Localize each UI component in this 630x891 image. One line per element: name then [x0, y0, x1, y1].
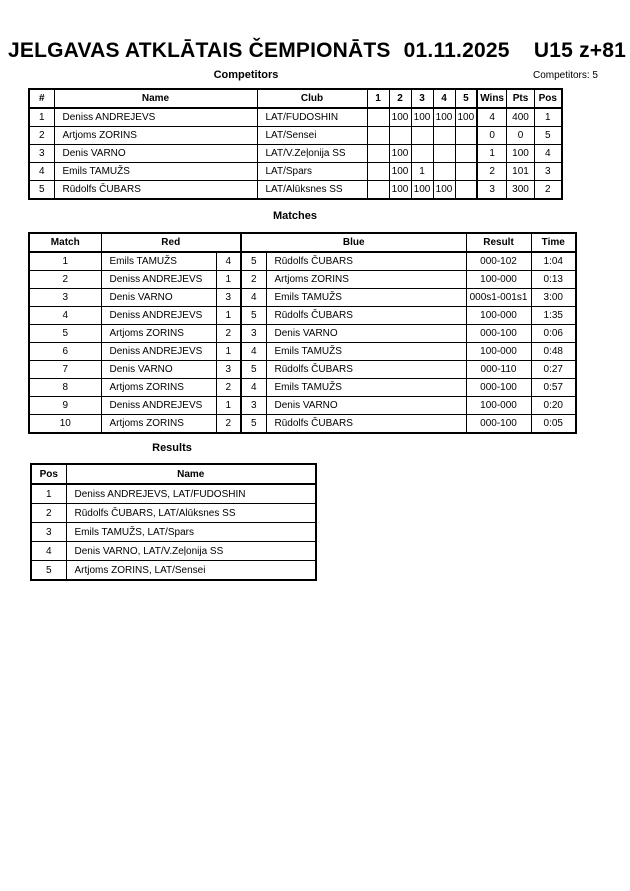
col-blue: Blue — [241, 233, 466, 252]
competitors-header-row — [29, 89, 562, 108]
result-name-cell: Emils TAMUŽS, LAT/Spars — [66, 523, 316, 542]
col-name: Name — [54, 89, 257, 108]
match-row — [29, 289, 576, 307]
match-row — [29, 379, 576, 397]
result-pos-cell: 3 — [31, 523, 66, 542]
score-cell: 100 — [389, 108, 411, 127]
score-cell: 1 — [411, 163, 433, 181]
match-number-cell: 3 — [29, 289, 101, 307]
blue-name-cell: Denis VARNO — [266, 325, 466, 343]
time-cell: 0:05 — [531, 415, 576, 434]
col-result: Result — [466, 233, 531, 252]
competitor-number-cell: 2 — [29, 127, 54, 145]
match-number-cell: 2 — [29, 271, 101, 289]
score-cell — [367, 163, 389, 181]
red-name-cell: Artjoms ZORINS — [101, 415, 216, 434]
time-cell: 0:13 — [531, 271, 576, 289]
match-number-cell: 9 — [29, 397, 101, 415]
red-name-cell: Deniss ANDREJEVS — [101, 343, 216, 361]
pts-cell: 101 — [507, 163, 535, 181]
red-name-cell: Artjoms ZORINS — [101, 379, 216, 397]
competitor-name-cell: Deniss ANDREJEVS — [54, 108, 257, 127]
red-name-cell: Deniss ANDREJEVS — [101, 307, 216, 325]
match-row — [29, 397, 576, 415]
match-number-cell: 8 — [29, 379, 101, 397]
match-number-cell: 1 — [29, 252, 101, 271]
col-club: Club — [257, 89, 367, 108]
blue-name-cell: Emils TAMUŽS — [266, 379, 466, 397]
result-cell: 100-000 — [466, 343, 531, 361]
blue-name-cell: Emils TAMUŽS — [266, 289, 466, 307]
competitor-row — [29, 108, 562, 127]
score-cell — [433, 163, 455, 181]
result-cell: 000-110 — [466, 361, 531, 379]
result-name-cell: Deniss ANDREJEVS, LAT/FUDOSHIN — [66, 484, 316, 504]
blue-name-cell: Rūdolfs ČUBARS — [266, 415, 466, 434]
result-pos-cell: 2 — [31, 504, 66, 523]
competitor-club-cell: LAT/FUDOSHIN — [257, 108, 367, 127]
result-name-cell: Artjoms ZORINS, LAT/Sensei — [66, 561, 316, 581]
result-row — [31, 561, 316, 581]
match-number-cell: 6 — [29, 343, 101, 361]
competitor-row — [29, 163, 562, 181]
score-cell — [367, 108, 389, 127]
event-title: JELGAVAS ATKLĀTAIS ČEMPIONĀTS — [8, 39, 391, 62]
col-2: 2 — [389, 89, 411, 108]
competitor-club-cell: LAT/V.Zeļonija SS — [257, 145, 367, 163]
competitor-name-cell: Artjoms ZORINS — [54, 127, 257, 145]
blue-name-cell: Denis VARNO — [266, 397, 466, 415]
score-cell: 100 — [455, 108, 477, 127]
match-row — [29, 325, 576, 343]
event-title-group — [8, 39, 510, 63]
match-number-cell: 10 — [29, 415, 101, 434]
competitors-table — [28, 88, 563, 200]
red-name-cell: Denis VARNO — [101, 361, 216, 379]
event-date: 01.11.2025 — [403, 39, 510, 62]
competitor-club-cell: LAT/Spars — [257, 163, 367, 181]
blue-draw-number-cell: 4 — [241, 343, 266, 361]
result-cell: 000s1-001s1 — [466, 289, 531, 307]
wins-cell: 3 — [477, 181, 506, 200]
result-cell: 100-000 — [466, 397, 531, 415]
red-draw-number-cell: 1 — [216, 307, 241, 325]
score-cell — [433, 145, 455, 163]
match-number-cell: 7 — [29, 361, 101, 379]
score-cell: 100 — [389, 145, 411, 163]
score-cell — [455, 145, 477, 163]
score-cell: 100 — [389, 181, 411, 200]
col-match: Match — [29, 233, 101, 252]
red-name-cell: Denis VARNO — [101, 289, 216, 307]
time-cell: 1:04 — [531, 252, 576, 271]
red-draw-number-cell: 1 — [216, 343, 241, 361]
blue-draw-number-cell: 5 — [241, 252, 266, 271]
match-row — [29, 271, 576, 289]
result-row — [31, 484, 316, 504]
red-draw-number-cell: 4 — [216, 252, 241, 271]
competitor-name-cell: Rūdolfs ČUBARS — [54, 181, 257, 200]
pos-cell: 1 — [535, 108, 562, 127]
col-pos: Pos — [535, 89, 562, 108]
score-cell: 100 — [411, 181, 433, 200]
results-section-title: Results — [152, 442, 192, 454]
matches-section-title: Matches — [272, 210, 318, 222]
competitor-row — [29, 127, 562, 145]
col-red: Red — [101, 233, 241, 252]
score-cell — [389, 127, 411, 145]
col-3: 3 — [411, 89, 433, 108]
match-row — [29, 415, 576, 434]
competitor-number-cell: 3 — [29, 145, 54, 163]
red-name-cell: Emils TAMUŽS — [101, 252, 216, 271]
document-header — [8, 39, 626, 63]
result-row — [31, 504, 316, 523]
result-cell: 000-100 — [466, 325, 531, 343]
blue-draw-number-cell: 4 — [241, 379, 266, 397]
time-cell: 0:20 — [531, 397, 576, 415]
blue-name-cell: Emils TAMUŽS — [266, 343, 466, 361]
matches-header-row — [29, 233, 576, 252]
wins-cell: 1 — [477, 145, 506, 163]
result-cell: 000-100 — [466, 415, 531, 434]
pos-cell: 4 — [535, 145, 562, 163]
results-header-row — [31, 464, 316, 484]
result-row — [31, 542, 316, 561]
results-table — [30, 463, 317, 581]
pos-cell: 2 — [535, 181, 562, 200]
red-draw-number-cell: 1 — [216, 397, 241, 415]
result-pos-cell: 1 — [31, 484, 66, 504]
match-row — [29, 361, 576, 379]
col-pts: Pts — [507, 89, 535, 108]
red-draw-number-cell: 1 — [216, 271, 241, 289]
competitor-number-cell: 4 — [29, 163, 54, 181]
red-name-cell: Deniss ANDREJEVS — [101, 271, 216, 289]
blue-draw-number-cell: 3 — [241, 325, 266, 343]
score-cell — [455, 181, 477, 200]
competitor-number-cell: 1 — [29, 108, 54, 127]
red-draw-number-cell: 2 — [216, 415, 241, 434]
category-label: U15 z+81 — [533, 39, 626, 62]
score-cell — [367, 145, 389, 163]
time-cell: 0:06 — [531, 325, 576, 343]
pos-cell: 5 — [535, 127, 562, 145]
match-row — [29, 343, 576, 361]
col-pos: Pos — [31, 464, 66, 484]
matches-table — [28, 232, 577, 434]
blue-draw-number-cell: 5 — [241, 361, 266, 379]
result-cell: 000-100 — [466, 379, 531, 397]
score-cell — [433, 127, 455, 145]
blue-name-cell: Rūdolfs ČUBARS — [266, 252, 466, 271]
match-number-cell: 5 — [29, 325, 101, 343]
pos-cell: 3 — [535, 163, 562, 181]
col-4: 4 — [433, 89, 455, 108]
blue-draw-number-cell: 2 — [241, 271, 266, 289]
wins-cell: 4 — [477, 108, 506, 127]
wins-cell: 0 — [477, 127, 506, 145]
wins-cell: 2 — [477, 163, 506, 181]
score-cell — [367, 127, 389, 145]
blue-name-cell: Artjoms ZORINS — [266, 271, 466, 289]
match-row — [29, 307, 576, 325]
competitor-club-cell: LAT/Sensei — [257, 127, 367, 145]
score-cell — [411, 127, 433, 145]
score-cell: 100 — [433, 181, 455, 200]
competitor-row — [29, 181, 562, 200]
blue-draw-number-cell: 5 — [241, 307, 266, 325]
competitors-section-title: Competitors — [213, 69, 279, 81]
score-cell: 100 — [433, 108, 455, 127]
red-draw-number-cell: 2 — [216, 325, 241, 343]
blue-draw-number-cell: 5 — [241, 415, 266, 434]
result-cell: 000-102 — [466, 252, 531, 271]
score-cell — [455, 163, 477, 181]
pts-cell: 400 — [507, 108, 535, 127]
col-1: 1 — [367, 89, 389, 108]
blue-name-cell: Rūdolfs ČUBARS — [266, 307, 466, 325]
red-draw-number-cell: 3 — [216, 289, 241, 307]
col-number: # — [29, 89, 54, 108]
blue-draw-number-cell: 3 — [241, 397, 266, 415]
col-time: Time — [531, 233, 576, 252]
time-cell: 0:57 — [531, 379, 576, 397]
blue-name-cell: Rūdolfs ČUBARS — [266, 361, 466, 379]
col-wins: Wins — [477, 89, 506, 108]
blue-draw-number-cell: 4 — [241, 289, 266, 307]
result-row — [31, 523, 316, 542]
result-pos-cell: 5 — [31, 561, 66, 581]
score-cell: 100 — [389, 163, 411, 181]
time-cell: 0:48 — [531, 343, 576, 361]
score-cell: 100 — [411, 108, 433, 127]
match-number-cell: 4 — [29, 307, 101, 325]
red-name-cell: Artjoms ZORINS — [101, 325, 216, 343]
competitor-name-cell: Denis VARNO — [54, 145, 257, 163]
score-cell — [455, 127, 477, 145]
pts-cell: 0 — [507, 127, 535, 145]
result-cell: 100-000 — [466, 307, 531, 325]
competitors-count: Competitors: 5 — [532, 70, 598, 81]
red-name-cell: Deniss ANDREJEVS — [101, 397, 216, 415]
result-pos-cell: 4 — [31, 542, 66, 561]
match-row — [29, 252, 576, 271]
competitor-club-cell: LAT/Alūksnes SS — [257, 181, 367, 200]
time-cell: 3:00 — [531, 289, 576, 307]
red-draw-number-cell: 2 — [216, 379, 241, 397]
competitor-number-cell: 5 — [29, 181, 54, 200]
result-name-cell: Rūdolfs ČUBARS, LAT/Alūksnes SS — [66, 504, 316, 523]
time-cell: 1:35 — [531, 307, 576, 325]
red-draw-number-cell: 3 — [216, 361, 241, 379]
competitor-row — [29, 145, 562, 163]
pts-cell: 100 — [507, 145, 535, 163]
time-cell: 0:27 — [531, 361, 576, 379]
score-cell — [411, 145, 433, 163]
col-5: 5 — [455, 89, 477, 108]
result-cell: 100-000 — [466, 271, 531, 289]
score-cell — [367, 181, 389, 200]
pts-cell: 300 — [507, 181, 535, 200]
col-name: Name — [66, 464, 316, 484]
competitor-name-cell: Emils TAMUŽS — [54, 163, 257, 181]
result-name-cell: Denis VARNO, LAT/V.Zeļonija SS — [66, 542, 316, 561]
